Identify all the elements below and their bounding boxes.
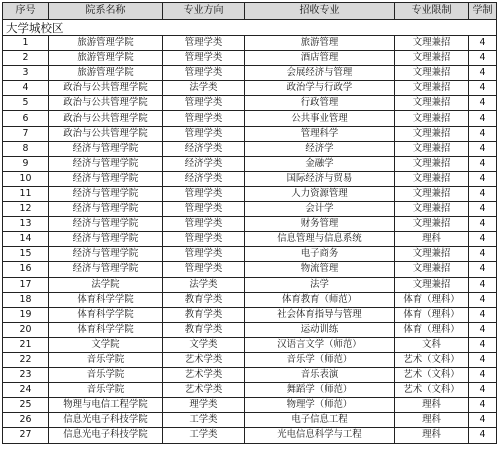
cell-duration: 4 [469,81,497,96]
table-row [3,352,497,367]
cell-restriction: 理科 [395,413,469,428]
cell-restriction: 文理兼招 [395,51,469,66]
cell-department: 信息光电子科技学院 [49,413,163,428]
cell-discipline: 艺术学类 [163,368,245,383]
cell-discipline: 管理学类 [163,126,245,141]
cell-major: 公共事业管理 [245,111,395,126]
cell-restriction: 文理兼招 [395,277,469,292]
cell-major: 光电信息科学与工程 [245,428,395,443]
enrollment-table [2,2,497,444]
table-row [3,66,497,81]
cell-department: 经济与管理学院 [49,217,163,232]
cell-department: 旅游管理学院 [49,66,163,81]
section-row [3,20,497,36]
cell-department: 经济与管理学院 [49,171,163,186]
cell-discipline: 管理学类 [163,186,245,201]
cell-index: 5 [3,96,49,111]
cell-discipline: 管理学类 [163,217,245,232]
cell-discipline: 管理学类 [163,66,245,81]
cell-duration: 4 [469,141,497,156]
cell-restriction: 文理兼招 [395,66,469,81]
cell-department: 音乐学院 [49,368,163,383]
header-major: 招收专业 [245,3,395,20]
cell-major: 会展经济与管理 [245,66,395,81]
cell-restriction: 文理兼招 [395,247,469,262]
cell-restriction: 文理兼招 [395,111,469,126]
cell-restriction: 文科 [395,337,469,352]
cell-major: 酒店管理 [245,51,395,66]
cell-index: 14 [3,232,49,247]
table-row [3,322,497,337]
cell-index: 3 [3,66,49,81]
header-index: 序号 [3,3,49,20]
cell-duration: 4 [469,217,497,232]
cell-discipline: 法学类 [163,81,245,96]
cell-index: 15 [3,247,49,262]
cell-index: 27 [3,428,49,443]
cell-department: 体育科学学院 [49,322,163,337]
cell-department: 经济与管理学院 [49,202,163,217]
cell-duration: 4 [469,428,497,443]
cell-discipline: 艺术学类 [163,352,245,367]
cell-duration: 4 [469,247,497,262]
table-row [3,51,497,66]
cell-discipline: 经济学类 [163,171,245,186]
cell-discipline: 理学类 [163,398,245,413]
cell-duration: 4 [469,156,497,171]
table-row [3,277,497,292]
cell-department: 体育科学学院 [49,307,163,322]
cell-index: 23 [3,368,49,383]
table-row [3,247,497,262]
cell-discipline: 管理学类 [163,262,245,277]
table-row [3,171,497,186]
cell-major: 舞蹈学（师范） [245,383,395,398]
cell-department: 音乐学院 [49,383,163,398]
cell-restriction: 艺术（文科） [395,352,469,367]
cell-major: 经济学 [245,141,395,156]
header-duration: 学制 [469,3,497,20]
cell-duration: 4 [469,277,497,292]
table-row [3,111,497,126]
cell-department: 政治与公共管理学院 [49,81,163,96]
cell-discipline: 教育学类 [163,307,245,322]
cell-index: 11 [3,186,49,201]
cell-department: 经济与管理学院 [49,156,163,171]
cell-index: 9 [3,156,49,171]
cell-discipline: 管理学类 [163,232,245,247]
table-row [3,217,497,232]
cell-department: 体育科学学院 [49,292,163,307]
cell-major: 电子信息工程 [245,413,395,428]
cell-major: 金融学 [245,156,395,171]
cell-duration: 4 [469,398,497,413]
cell-major: 会计学 [245,202,395,217]
header-discipline: 专业方向 [163,3,245,20]
cell-major: 法学 [245,277,395,292]
cell-department: 经济与管理学院 [49,247,163,262]
cell-major: 政治学与行政学 [245,81,395,96]
table-row [3,368,497,383]
cell-restriction: 文理兼招 [395,186,469,201]
enrollment-table-container [2,2,496,444]
table-row [3,383,497,398]
cell-restriction: 体育（理科） [395,292,469,307]
table-row [3,292,497,307]
cell-major: 国际经济与贸易 [245,171,395,186]
cell-index: 20 [3,322,49,337]
table-row [3,262,497,277]
cell-major: 管理科学 [245,126,395,141]
cell-duration: 4 [469,96,497,111]
cell-duration: 4 [469,202,497,217]
cell-department: 旅游管理学院 [49,36,163,51]
cell-major: 财务管理 [245,217,395,232]
cell-duration: 4 [469,51,497,66]
cell-major: 行政管理 [245,96,395,111]
cell-duration: 4 [469,322,497,337]
cell-duration: 4 [469,111,497,126]
cell-restriction: 文理兼招 [395,171,469,186]
cell-department: 文学院 [49,337,163,352]
cell-index: 13 [3,217,49,232]
cell-department: 政治与公共管理学院 [49,111,163,126]
table-row [3,141,497,156]
cell-duration: 4 [469,262,497,277]
cell-restriction: 文理兼招 [395,156,469,171]
cell-duration: 4 [469,66,497,81]
cell-discipline: 管理学类 [163,202,245,217]
cell-department: 经济与管理学院 [49,141,163,156]
cell-restriction: 理科 [395,428,469,443]
cell-index: 10 [3,171,49,186]
table-row [3,81,497,96]
table-row [3,398,497,413]
cell-discipline: 工学类 [163,413,245,428]
cell-restriction: 文理兼招 [395,262,469,277]
cell-restriction: 文理兼招 [395,217,469,232]
table-row [3,413,497,428]
cell-discipline: 工学类 [163,428,245,443]
cell-index: 22 [3,352,49,367]
cell-restriction: 文理兼招 [395,202,469,217]
cell-restriction: 艺术（文科） [395,383,469,398]
header-department: 院系名称 [49,3,163,20]
table-row [3,337,497,352]
cell-duration: 4 [469,292,497,307]
cell-discipline: 经济学类 [163,141,245,156]
cell-index: 17 [3,277,49,292]
cell-index: 16 [3,262,49,277]
cell-department: 经济与管理学院 [49,186,163,201]
cell-department: 政治与公共管理学院 [49,96,163,111]
cell-index: 24 [3,383,49,398]
cell-major: 物理学（师范） [245,398,395,413]
cell-duration: 4 [469,126,497,141]
cell-discipline: 艺术学类 [163,383,245,398]
cell-department: 旅游管理学院 [49,51,163,66]
cell-department: 音乐学院 [49,352,163,367]
cell-major: 信息管理与信息系统 [245,232,395,247]
table-row [3,96,497,111]
cell-duration: 4 [469,413,497,428]
cell-index: 1 [3,36,49,51]
cell-restriction: 文理兼招 [395,141,469,156]
cell-index: 2 [3,51,49,66]
cell-department: 信息光电子科技学院 [49,428,163,443]
cell-discipline: 经济学类 [163,156,245,171]
cell-department: 物理与电信工程学院 [49,398,163,413]
cell-index: 21 [3,337,49,352]
cell-duration: 4 [469,383,497,398]
cell-index: 8 [3,141,49,156]
cell-major: 体育教育（师范） [245,292,395,307]
cell-discipline: 管理学类 [163,96,245,111]
cell-restriction: 文理兼招 [395,81,469,96]
cell-index: 6 [3,111,49,126]
cell-department: 政治与公共管理学院 [49,126,163,141]
cell-discipline: 管理学类 [163,247,245,262]
cell-major: 旅游管理 [245,36,395,51]
cell-department: 经济与管理学院 [49,232,163,247]
cell-index: 19 [3,307,49,322]
cell-discipline: 法学类 [163,277,245,292]
cell-discipline: 文学类 [163,337,245,352]
cell-restriction: 理科 [395,398,469,413]
cell-department: 经济与管理学院 [49,262,163,277]
cell-duration: 4 [469,232,497,247]
section-title: 大学城校区 [3,20,497,36]
table-row [3,202,497,217]
cell-discipline: 管理学类 [163,36,245,51]
cell-index: 26 [3,413,49,428]
cell-major: 音乐学（师范） [245,352,395,367]
cell-restriction: 理科 [395,232,469,247]
cell-discipline: 管理学类 [163,111,245,126]
cell-duration: 4 [469,368,497,383]
cell-discipline: 管理学类 [163,51,245,66]
table-row [3,156,497,171]
table-row [3,428,497,443]
cell-index: 18 [3,292,49,307]
cell-restriction: 体育（理科） [395,322,469,337]
cell-index: 4 [3,81,49,96]
cell-major: 运动训练 [245,322,395,337]
cell-duration: 4 [469,337,497,352]
cell-duration: 4 [469,36,497,51]
cell-restriction: 体育（理科） [395,307,469,322]
table-row [3,36,497,51]
cell-index: 7 [3,126,49,141]
table-row [3,232,497,247]
cell-duration: 4 [469,186,497,201]
table-row [3,126,497,141]
cell-major: 汉语言文学（师范） [245,337,395,352]
cell-index: 25 [3,398,49,413]
table-row [3,186,497,201]
cell-restriction: 文理兼招 [395,36,469,51]
cell-restriction: 文理兼招 [395,96,469,111]
cell-duration: 4 [469,171,497,186]
cell-discipline: 教育学类 [163,322,245,337]
cell-major: 物流管理 [245,262,395,277]
cell-major: 音乐表演 [245,368,395,383]
cell-major: 人力资源管理 [245,186,395,201]
header-restriction: 专业限制 [395,3,469,20]
cell-major: 社会体育指导与管理 [245,307,395,322]
cell-index: 12 [3,202,49,217]
cell-restriction: 文理兼招 [395,126,469,141]
cell-restriction: 艺术（文科） [395,368,469,383]
cell-duration: 4 [469,307,497,322]
table-row [3,307,497,322]
cell-department: 法学院 [49,277,163,292]
cell-major: 电子商务 [245,247,395,262]
cell-duration: 4 [469,352,497,367]
header-row [3,3,497,20]
cell-discipline: 教育学类 [163,292,245,307]
